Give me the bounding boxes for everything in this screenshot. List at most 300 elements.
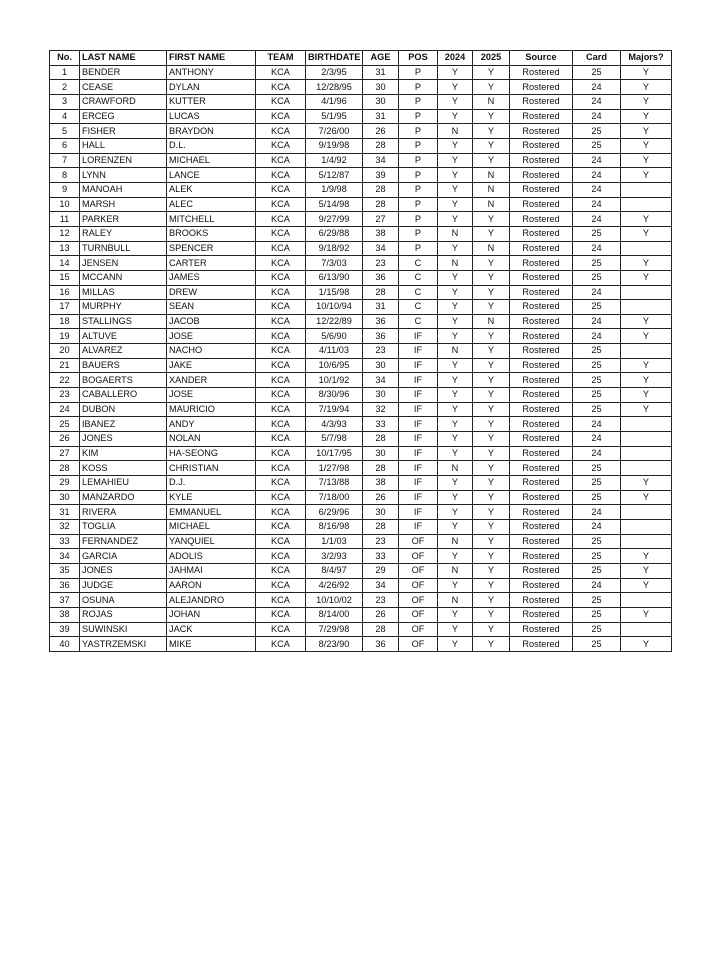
cell-2024: Y bbox=[438, 637, 473, 652]
cell-first-name: D.J. bbox=[167, 476, 256, 491]
cell-birthdate: 6/13/90 bbox=[306, 270, 363, 285]
cell-2025: Y bbox=[473, 256, 510, 271]
cell-birthdate: 10/10/02 bbox=[306, 593, 363, 608]
cell-first-name: DREW bbox=[167, 285, 256, 300]
cell-2025: Y bbox=[473, 578, 510, 593]
cell-last-name: MCCANN bbox=[80, 270, 167, 285]
cell-birthdate: 8/30/96 bbox=[306, 388, 363, 403]
cell-birthdate: 8/16/98 bbox=[306, 520, 363, 535]
cell-team: KCA bbox=[256, 388, 306, 403]
cell-2025: Y bbox=[473, 402, 510, 417]
table-row bbox=[50, 417, 672, 432]
cell-pos: IF bbox=[399, 344, 438, 359]
cell-last-name: MANOAH bbox=[80, 182, 167, 197]
cell-first-name: JOSE bbox=[167, 329, 256, 344]
cell-birthdate: 7/26/00 bbox=[306, 124, 363, 139]
cell-last-name: MILLAS bbox=[80, 285, 167, 300]
cell-last-name: KOSS bbox=[80, 461, 167, 476]
cell-pos: OF bbox=[399, 593, 438, 608]
cell-birthdate: 1/9/98 bbox=[306, 182, 363, 197]
cell-pos: IF bbox=[399, 490, 438, 505]
cell-2024: Y bbox=[438, 285, 473, 300]
cell-first-name: SPENCER bbox=[167, 241, 256, 256]
cell-pos: IF bbox=[399, 446, 438, 461]
cell-2025: Y bbox=[473, 505, 510, 520]
cell-majors: Y bbox=[621, 138, 672, 153]
cell-no: 25 bbox=[50, 417, 80, 432]
cell-first-name: NOLAN bbox=[167, 432, 256, 447]
cell-age: 27 bbox=[363, 212, 399, 227]
cell-source: Rostered bbox=[510, 432, 573, 447]
table-row bbox=[50, 358, 672, 373]
cell-no: 34 bbox=[50, 549, 80, 564]
cell-2024: Y bbox=[438, 153, 473, 168]
cell-2025: Y bbox=[473, 153, 510, 168]
table-row bbox=[50, 578, 672, 593]
table-row bbox=[50, 124, 672, 139]
cell-source: Rostered bbox=[510, 534, 573, 549]
cell-team: KCA bbox=[256, 461, 306, 476]
cell-first-name: ALEK bbox=[167, 182, 256, 197]
cell-team: KCA bbox=[256, 329, 306, 344]
cell-card: 24 bbox=[573, 182, 621, 197]
table-row bbox=[50, 65, 672, 80]
cell-majors bbox=[621, 285, 672, 300]
cell-age: 28 bbox=[363, 622, 399, 637]
cell-no: 31 bbox=[50, 505, 80, 520]
cell-last-name: JUDGE bbox=[80, 578, 167, 593]
cell-birthdate: 5/1/95 bbox=[306, 109, 363, 124]
cell-age: 30 bbox=[363, 94, 399, 109]
cell-2025: Y bbox=[473, 490, 510, 505]
table-row bbox=[50, 300, 672, 315]
cell-majors: Y bbox=[621, 94, 672, 109]
cell-age: 23 bbox=[363, 534, 399, 549]
cell-2025: N bbox=[473, 241, 510, 256]
cell-birthdate: 8/4/97 bbox=[306, 563, 363, 578]
cell-birthdate: 6/29/96 bbox=[306, 505, 363, 520]
cell-source: Rostered bbox=[510, 476, 573, 491]
cell-source: Rostered bbox=[510, 256, 573, 271]
cell-last-name: BOGAERTS bbox=[80, 373, 167, 388]
cell-source: Rostered bbox=[510, 124, 573, 139]
cell-age: 32 bbox=[363, 402, 399, 417]
cell-team: KCA bbox=[256, 300, 306, 315]
cell-no: 23 bbox=[50, 388, 80, 403]
cell-last-name: LYNN bbox=[80, 168, 167, 183]
cell-source: Rostered bbox=[510, 520, 573, 535]
cell-no: 18 bbox=[50, 314, 80, 329]
cell-last-name: BAUERS bbox=[80, 358, 167, 373]
cell-card: 24 bbox=[573, 94, 621, 109]
table-row bbox=[50, 637, 672, 652]
cell-2024: Y bbox=[438, 109, 473, 124]
column-header-last-name: LAST NAME bbox=[80, 51, 167, 66]
cell-2025: Y bbox=[473, 549, 510, 564]
cell-pos: P bbox=[399, 124, 438, 139]
cell-pos: OF bbox=[399, 563, 438, 578]
table-row bbox=[50, 226, 672, 241]
cell-2024: Y bbox=[438, 402, 473, 417]
table-row bbox=[50, 168, 672, 183]
cell-team: KCA bbox=[256, 593, 306, 608]
cell-majors bbox=[621, 593, 672, 608]
cell-pos: C bbox=[399, 256, 438, 271]
cell-age: 29 bbox=[363, 563, 399, 578]
cell-birthdate: 1/15/98 bbox=[306, 285, 363, 300]
cell-team: KCA bbox=[256, 432, 306, 447]
cell-age: 34 bbox=[363, 241, 399, 256]
cell-2024: Y bbox=[438, 417, 473, 432]
cell-2025: Y bbox=[473, 65, 510, 80]
roster-table bbox=[49, 50, 672, 652]
cell-2025: N bbox=[473, 94, 510, 109]
cell-source: Rostered bbox=[510, 344, 573, 359]
cell-pos: IF bbox=[399, 402, 438, 417]
cell-2024: Y bbox=[438, 505, 473, 520]
cell-age: 36 bbox=[363, 314, 399, 329]
cell-2025: Y bbox=[473, 417, 510, 432]
table-row bbox=[50, 241, 672, 256]
cell-majors: Y bbox=[621, 65, 672, 80]
cell-majors: Y bbox=[621, 256, 672, 271]
cell-2024: Y bbox=[438, 476, 473, 491]
cell-age: 26 bbox=[363, 124, 399, 139]
cell-card: 24 bbox=[573, 241, 621, 256]
cell-no: 2 bbox=[50, 80, 80, 95]
cell-pos: IF bbox=[399, 417, 438, 432]
cell-first-name: ADOLIS bbox=[167, 549, 256, 564]
cell-team: KCA bbox=[256, 563, 306, 578]
cell-birthdate: 5/12/87 bbox=[306, 168, 363, 183]
cell-first-name: JACOB bbox=[167, 314, 256, 329]
cell-2025: Y bbox=[473, 563, 510, 578]
cell-2024: Y bbox=[438, 314, 473, 329]
cell-2025: Y bbox=[473, 461, 510, 476]
table-row bbox=[50, 256, 672, 271]
cell-last-name: CRAWFORD bbox=[80, 94, 167, 109]
table-row bbox=[50, 446, 672, 461]
cell-first-name: JAHMAI bbox=[167, 563, 256, 578]
cell-first-name: DYLAN bbox=[167, 80, 256, 95]
cell-2025: Y bbox=[473, 373, 510, 388]
cell-last-name: KIM bbox=[80, 446, 167, 461]
cell-majors bbox=[621, 344, 672, 359]
cell-source: Rostered bbox=[510, 241, 573, 256]
table-row bbox=[50, 490, 672, 505]
cell-card: 25 bbox=[573, 593, 621, 608]
cell-birthdate: 4/3/93 bbox=[306, 417, 363, 432]
cell-card: 25 bbox=[573, 476, 621, 491]
cell-birthdate: 7/19/94 bbox=[306, 402, 363, 417]
cell-age: 34 bbox=[363, 153, 399, 168]
cell-no: 5 bbox=[50, 124, 80, 139]
table-row bbox=[50, 314, 672, 329]
cell-age: 30 bbox=[363, 80, 399, 95]
cell-source: Rostered bbox=[510, 138, 573, 153]
cell-2024: Y bbox=[438, 138, 473, 153]
cell-source: Rostered bbox=[510, 94, 573, 109]
cell-majors: Y bbox=[621, 168, 672, 183]
table-row bbox=[50, 285, 672, 300]
cell-majors: Y bbox=[621, 270, 672, 285]
cell-2025: Y bbox=[473, 212, 510, 227]
cell-2025: Y bbox=[473, 270, 510, 285]
cell-majors: Y bbox=[621, 476, 672, 491]
cell-card: 25 bbox=[573, 622, 621, 637]
cell-last-name: JONES bbox=[80, 563, 167, 578]
cell-birthdate: 8/23/90 bbox=[306, 637, 363, 652]
cell-first-name: MITCHELL bbox=[167, 212, 256, 227]
cell-last-name: ERCEG bbox=[80, 109, 167, 124]
cell-majors: Y bbox=[621, 607, 672, 622]
cell-no: 33 bbox=[50, 534, 80, 549]
cell-age: 28 bbox=[363, 461, 399, 476]
table-row bbox=[50, 153, 672, 168]
cell-age: 36 bbox=[363, 637, 399, 652]
cell-2025: N bbox=[473, 182, 510, 197]
cell-team: KCA bbox=[256, 402, 306, 417]
cell-team: KCA bbox=[256, 124, 306, 139]
cell-pos: OF bbox=[399, 534, 438, 549]
cell-team: KCA bbox=[256, 314, 306, 329]
cell-no: 10 bbox=[50, 197, 80, 212]
cell-card: 25 bbox=[573, 226, 621, 241]
cell-majors bbox=[621, 300, 672, 315]
table-row bbox=[50, 109, 672, 124]
cell-no: 32 bbox=[50, 520, 80, 535]
cell-source: Rostered bbox=[510, 300, 573, 315]
cell-last-name: MARSH bbox=[80, 197, 167, 212]
table-body bbox=[50, 65, 672, 651]
cell-birthdate: 4/26/92 bbox=[306, 578, 363, 593]
cell-2024: Y bbox=[438, 94, 473, 109]
cell-last-name: ALVAREZ bbox=[80, 344, 167, 359]
cell-birthdate: 9/19/98 bbox=[306, 138, 363, 153]
table-row bbox=[50, 80, 672, 95]
cell-2024: Y bbox=[438, 270, 473, 285]
cell-2025: N bbox=[473, 314, 510, 329]
cell-first-name: SEAN bbox=[167, 300, 256, 315]
cell-pos: IF bbox=[399, 373, 438, 388]
cell-2025: Y bbox=[473, 285, 510, 300]
cell-2025: Y bbox=[473, 637, 510, 652]
cell-2025: Y bbox=[473, 476, 510, 491]
cell-last-name: LEMAHIEU bbox=[80, 476, 167, 491]
cell-pos: C bbox=[399, 285, 438, 300]
cell-first-name: BROOKS bbox=[167, 226, 256, 241]
cell-team: KCA bbox=[256, 80, 306, 95]
cell-first-name: EMMANUEL bbox=[167, 505, 256, 520]
cell-birthdate: 7/3/03 bbox=[306, 256, 363, 271]
cell-no: 7 bbox=[50, 153, 80, 168]
table-row bbox=[50, 138, 672, 153]
cell-majors: Y bbox=[621, 358, 672, 373]
cell-age: 30 bbox=[363, 505, 399, 520]
cell-majors bbox=[621, 197, 672, 212]
table-row bbox=[50, 476, 672, 491]
table-row bbox=[50, 270, 672, 285]
cell-pos: IF bbox=[399, 505, 438, 520]
cell-source: Rostered bbox=[510, 314, 573, 329]
cell-team: KCA bbox=[256, 520, 306, 535]
cell-card: 25 bbox=[573, 138, 621, 153]
table-row bbox=[50, 329, 672, 344]
cell-2024: N bbox=[438, 593, 473, 608]
cell-source: Rostered bbox=[510, 226, 573, 241]
cell-no: 27 bbox=[50, 446, 80, 461]
cell-source: Rostered bbox=[510, 270, 573, 285]
cell-2024: N bbox=[438, 256, 473, 271]
cell-age: 28 bbox=[363, 197, 399, 212]
cell-first-name: JOSE bbox=[167, 388, 256, 403]
table-row bbox=[50, 344, 672, 359]
column-header-team: TEAM bbox=[256, 51, 306, 66]
table-row bbox=[50, 549, 672, 564]
cell-pos: OF bbox=[399, 578, 438, 593]
cell-team: KCA bbox=[256, 285, 306, 300]
cell-majors: Y bbox=[621, 314, 672, 329]
cell-last-name: IBANEZ bbox=[80, 417, 167, 432]
cell-source: Rostered bbox=[510, 622, 573, 637]
cell-card: 25 bbox=[573, 358, 621, 373]
cell-no: 14 bbox=[50, 256, 80, 271]
cell-last-name: ROJAS bbox=[80, 607, 167, 622]
cell-first-name: JAMES bbox=[167, 270, 256, 285]
cell-majors bbox=[621, 534, 672, 549]
cell-2024: Y bbox=[438, 388, 473, 403]
cell-2025: Y bbox=[473, 138, 510, 153]
cell-card: 25 bbox=[573, 65, 621, 80]
cell-source: Rostered bbox=[510, 358, 573, 373]
cell-2025: Y bbox=[473, 534, 510, 549]
cell-pos: P bbox=[399, 168, 438, 183]
cell-2024: Y bbox=[438, 358, 473, 373]
cell-birthdate: 12/22/89 bbox=[306, 314, 363, 329]
cell-age: 33 bbox=[363, 549, 399, 564]
cell-team: KCA bbox=[256, 65, 306, 80]
cell-2024: Y bbox=[438, 520, 473, 535]
cell-source: Rostered bbox=[510, 461, 573, 476]
cell-source: Rostered bbox=[510, 388, 573, 403]
table-row bbox=[50, 402, 672, 417]
cell-majors: Y bbox=[621, 388, 672, 403]
cell-birthdate: 7/29/98 bbox=[306, 622, 363, 637]
table-row bbox=[50, 520, 672, 535]
cell-age: 31 bbox=[363, 65, 399, 80]
column-header-birthdate: BIRTHDATE bbox=[306, 51, 363, 66]
table-row bbox=[50, 182, 672, 197]
cell-source: Rostered bbox=[510, 446, 573, 461]
cell-2025: Y bbox=[473, 109, 510, 124]
table-row bbox=[50, 505, 672, 520]
cell-pos: P bbox=[399, 80, 438, 95]
cell-age: 33 bbox=[363, 417, 399, 432]
cell-age: 28 bbox=[363, 432, 399, 447]
cell-age: 23 bbox=[363, 593, 399, 608]
cell-no: 22 bbox=[50, 373, 80, 388]
cell-pos: IF bbox=[399, 432, 438, 447]
cell-last-name: PARKER bbox=[80, 212, 167, 227]
cell-pos: P bbox=[399, 197, 438, 212]
cell-source: Rostered bbox=[510, 65, 573, 80]
cell-no: 21 bbox=[50, 358, 80, 373]
cell-birthdate: 1/4/92 bbox=[306, 153, 363, 168]
cell-2025: Y bbox=[473, 80, 510, 95]
cell-last-name: MANZARDO bbox=[80, 490, 167, 505]
cell-2025: N bbox=[473, 168, 510, 183]
cell-majors: Y bbox=[621, 563, 672, 578]
cell-first-name: JACK bbox=[167, 622, 256, 637]
cell-majors: Y bbox=[621, 153, 672, 168]
cell-birthdate: 1/1/03 bbox=[306, 534, 363, 549]
cell-age: 36 bbox=[363, 329, 399, 344]
cell-last-name: RIVERA bbox=[80, 505, 167, 520]
table-row bbox=[50, 607, 672, 622]
cell-last-name: OSUNA bbox=[80, 593, 167, 608]
cell-first-name: MAURICIO bbox=[167, 402, 256, 417]
cell-birthdate: 7/18/00 bbox=[306, 490, 363, 505]
cell-first-name: XANDER bbox=[167, 373, 256, 388]
table-row bbox=[50, 563, 672, 578]
header-row bbox=[50, 51, 672, 66]
cell-card: 25 bbox=[573, 270, 621, 285]
cell-no: 15 bbox=[50, 270, 80, 285]
cell-card: 24 bbox=[573, 578, 621, 593]
cell-2025: Y bbox=[473, 432, 510, 447]
cell-majors: Y bbox=[621, 578, 672, 593]
cell-pos: C bbox=[399, 270, 438, 285]
cell-card: 24 bbox=[573, 520, 621, 535]
cell-first-name: ANDY bbox=[167, 417, 256, 432]
cell-majors: Y bbox=[621, 212, 672, 227]
cell-team: KCA bbox=[256, 226, 306, 241]
cell-majors bbox=[621, 622, 672, 637]
table-row bbox=[50, 388, 672, 403]
cell-team: KCA bbox=[256, 241, 306, 256]
cell-card: 25 bbox=[573, 256, 621, 271]
cell-first-name: YANQUIEL bbox=[167, 534, 256, 549]
cell-majors: Y bbox=[621, 373, 672, 388]
table-row bbox=[50, 593, 672, 608]
cell-team: KCA bbox=[256, 476, 306, 491]
cell-no: 16 bbox=[50, 285, 80, 300]
cell-team: KCA bbox=[256, 505, 306, 520]
cell-pos: IF bbox=[399, 358, 438, 373]
cell-2024: Y bbox=[438, 446, 473, 461]
cell-team: KCA bbox=[256, 417, 306, 432]
cell-last-name: HALL bbox=[80, 138, 167, 153]
cell-first-name: JAKE bbox=[167, 358, 256, 373]
cell-age: 28 bbox=[363, 138, 399, 153]
cell-2024: N bbox=[438, 563, 473, 578]
cell-team: KCA bbox=[256, 578, 306, 593]
cell-2025: Y bbox=[473, 300, 510, 315]
cell-last-name: YASTRZEMSKI bbox=[80, 637, 167, 652]
cell-2024: N bbox=[438, 344, 473, 359]
cell-team: KCA bbox=[256, 358, 306, 373]
cell-card: 25 bbox=[573, 373, 621, 388]
cell-age: 23 bbox=[363, 344, 399, 359]
cell-last-name: BENDER bbox=[80, 65, 167, 80]
cell-first-name: NACHO bbox=[167, 344, 256, 359]
cell-card: 24 bbox=[573, 446, 621, 461]
cell-card: 25 bbox=[573, 388, 621, 403]
cell-2024: Y bbox=[438, 432, 473, 447]
cell-team: KCA bbox=[256, 373, 306, 388]
cell-age: 28 bbox=[363, 520, 399, 535]
cell-majors: Y bbox=[621, 549, 672, 564]
